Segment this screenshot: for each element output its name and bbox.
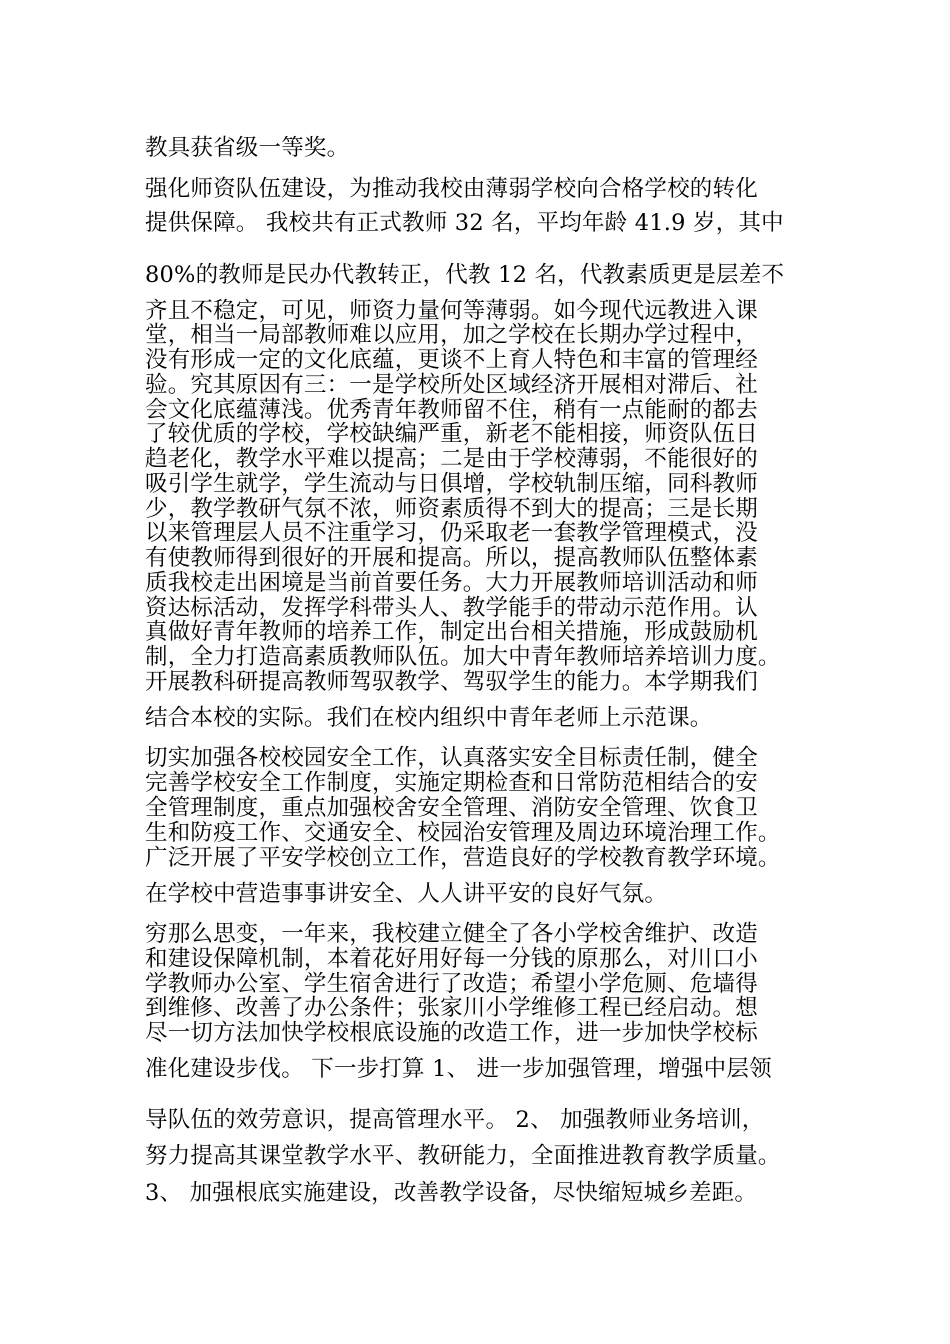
text-line: 尽一切方法加快学校根底设施的改造工作，进一步加快学校标 [145,1020,758,1046]
text-line: 在学校中营造事事讲安全、人人讲平安的良好气氛。 [145,881,668,907]
text-line: 努力提高其课堂教学水平、教研能力，全面推进教育教学质量。 [145,1143,781,1169]
text-line: 80%的教师是民办代教转正，代教 12 名，代教素质更是层差不 [145,262,785,288]
text-line: 质我校走出困境是当前首要任务。大力开展教师培训活动和师 [145,570,758,596]
text-line: 没有形成一定的文化底蕴，更谈不上育人特色和丰富的管理经 [145,347,758,373]
text-line: 齐且不稳定，可见，师资力量何等薄弱。如今现代远教进入课 [145,298,758,324]
text-line: 完善学校安全工作制度，实施定期检查和日常防范相结合的安 [145,770,758,796]
text-line: 切实加强各校校园安全工作，认真落实安全目标责任制，健全 [145,745,758,771]
text-line: 和建设保障机制，本着花好用好每一分钱的原那么，对川口小 [145,946,758,972]
text-line: 趋老化，教学水平难以提高；二是由于学校薄弱，不能很好的 [145,446,758,472]
text-line: 学教师办公室、学生宿舍进行了改造；希望小学危厕、危墙得 [145,971,758,997]
text-line: 制，全力打造高素质教师队伍。加大中青年教师培养培训力度。 [145,644,781,670]
text-line: 3、 加强根底实施建设，改善教学设备，尽快缩短城乡差距。 [145,1180,758,1206]
text-line: 以来管理层人员不注重学习，仍采取老一套教学管理模式，没 [145,520,758,546]
text-line: 教具获省级一等奖。 [145,135,350,161]
text-line: 了较优质的学校，学校缺编严重，新老不能相接，师资队伍日 [145,421,758,447]
text-line: 广泛开展了平安学校创立工作，营造良好的学校教育教学环境。 [145,845,781,871]
text-line: 穷那么思变，一年来，我校建立健全了各小学校舍维护、改造 [145,921,758,947]
text-line: 堂，相当一局部教师难以应用，加之学校在长期办学过程中， [145,322,758,348]
text-line: 准化建设步伐。 下一步打算 1、 进一步加强管理，增强中层领 [145,1056,772,1082]
text-line: 会文化底蕴薄浅。优秀青年教师留不住，稍有一点能耐的都去 [145,397,758,423]
text-line: 少，教学教研气氛不浓，师资素质得不到大的提高；三是长期 [145,496,758,522]
text-line: 有使教师得到很好的开展和提高。所以，提高教师队伍整体素 [145,545,758,571]
text-line: 导队伍的效劳意识，提高管理水平。 2、 加强教师业务培训， [145,1107,765,1133]
text-line: 强化师资队伍建设，为推动我校由薄弱学校向合格学校的转化 [145,176,758,202]
text-line: 验。究其原因有三：一是学校所处区域经济开展相对滞后、社 [145,372,758,398]
text-line: 真做好青年教师的培养工作，制定出台相关措施，形成鼓励机 [145,619,758,645]
text-line: 开展教科研提高教师驾驭教学、驾驭学生的能力。本学期我们 [145,669,758,695]
text-line: 生和防疫工作、交通安全、校园治安管理及周边环境治理工作。 [145,820,781,846]
text-line: 到维修、改善了办公条件；张家川小学维修工程已经启动。想 [145,995,758,1021]
text-line: 资达标活动，发挥学科带头人、教学能手的带动示范作用。认 [145,595,758,621]
text-line: 结合本校的实际。我们在校内组织中青年老师上示范课。 [145,705,713,731]
text-line: 吸引学生就学，学生流动与日俱增，学校轨制压缩，同科教师 [145,471,758,497]
text-line: 提供保障。 我校共有正式教师 32 名，平均年龄 41.9 岁，其中 [145,210,784,236]
text-line: 全管理制度，重点加强校舍安全管理、消防安全管理、饮食卫 [145,795,758,821]
